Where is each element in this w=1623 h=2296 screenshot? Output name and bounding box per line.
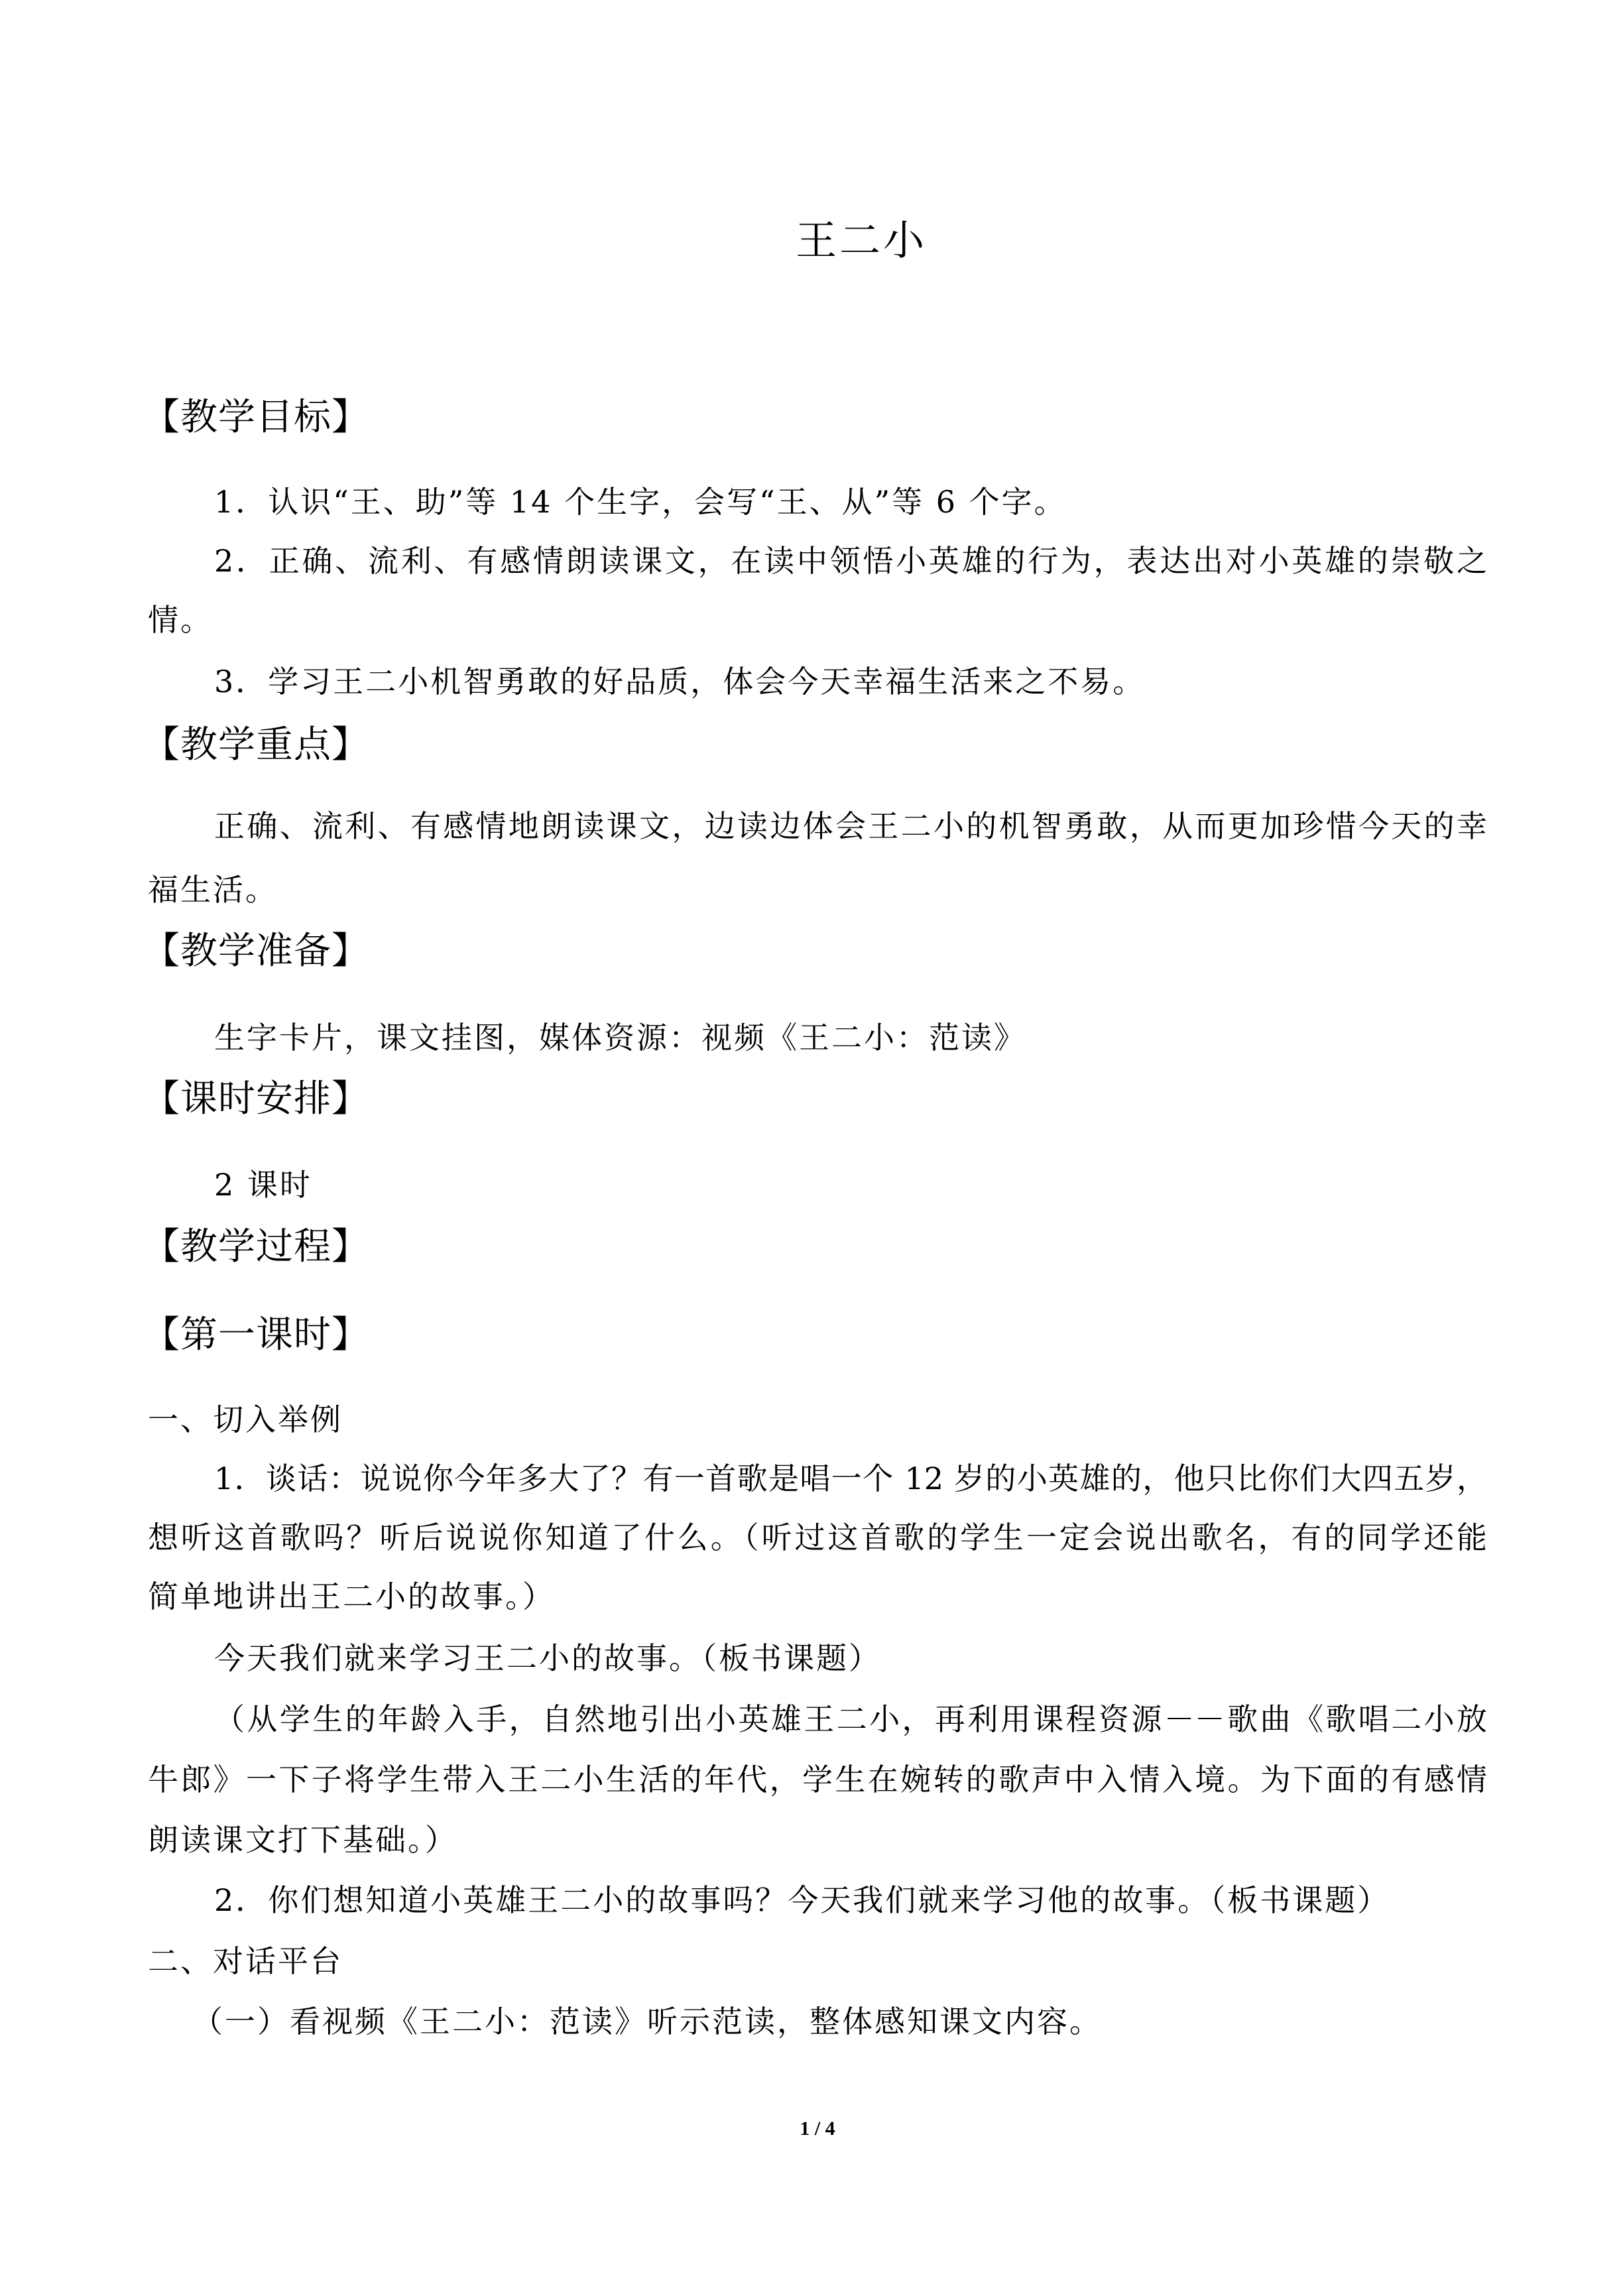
process-heading: 【教学过程】	[143, 1225, 369, 1268]
part1-line-6: 牛郎》一下子将学生带入王二小生活的年代，学生在婉转的歌声中入情入境。为下面的有感情	[148, 1762, 1487, 1797]
document-title: 王二小	[796, 216, 928, 265]
part2-line-1: （一）看视频《王二小：范读》听示范读，整体感知课文内容。	[192, 2004, 1102, 2039]
key-points-heading: 【教学重点】	[143, 723, 369, 766]
schedule-heading: 【课时安排】	[143, 1077, 369, 1120]
part1-line-2: 想听这首歌吗？听后说说你知道了什么。（听过这首歌的学生一定会说出歌名，有的同学还能	[148, 1520, 1487, 1555]
lesson1-heading: 【第一课时】	[143, 1313, 369, 1357]
part1-line-3: 简单地讲出王二小的故事。）	[148, 1579, 555, 1614]
objective-item-3: 3．学习王二小机智勇敢的好品质，体会今天幸福生活来之不易。	[214, 664, 1146, 699]
objective-item-2-line-1: 2．正确、流利、有感情朗读课文，在读中领悟小英雄的行为，表达出对小英雄的崇敬之	[214, 543, 1487, 579]
key-points-line-2: 福生活。	[148, 872, 278, 908]
part1-line-4: 今天我们就来学习王二小的故事。（板书课题）	[214, 1640, 881, 1676]
preparation-heading: 【教学准备】	[143, 930, 369, 973]
part2-heading: 二、对话平台	[148, 1943, 343, 1979]
schedule-text: 2 课时	[214, 1167, 312, 1203]
part1-line-1: 1．谈话：说说你今年多大了？有一首歌是唱一个 12 岁的小英雄的，他只比你们大四五岁，	[214, 1461, 1487, 1496]
part1-line-8: 2．你们想知道小英雄王二小的故事吗？今天我们就来学习他的故事。（板书课题）	[214, 1882, 1390, 1918]
objective-item-1: 1．认识“王、助”等 14 个生字，会写“王、从”等 6 个字。	[214, 484, 1067, 520]
part1-heading: 一、切入举例	[148, 1402, 343, 1437]
preparation-text: 生字卡片，课文挂图，媒体资源：视频《王二小：范读》	[214, 1020, 1026, 1056]
part1-line-5: （从学生的年龄入手，自然地引出小英雄王二小，再利用课程资源－－歌曲《歌唱二小放	[214, 1701, 1487, 1737]
key-points-line-1: 正确、流利、有感情地朗读课文，边读边体会王二小的机智勇敢，从而更加珍惜今天的幸	[214, 808, 1487, 844]
objectives-heading: 【教学目标】	[143, 396, 369, 439]
part1-line-7: 朗读课文打下基础。）	[148, 1822, 457, 1858]
objective-item-2-line-2: 情。	[148, 602, 213, 638]
page-number: 1 / 4	[800, 2118, 835, 2140]
